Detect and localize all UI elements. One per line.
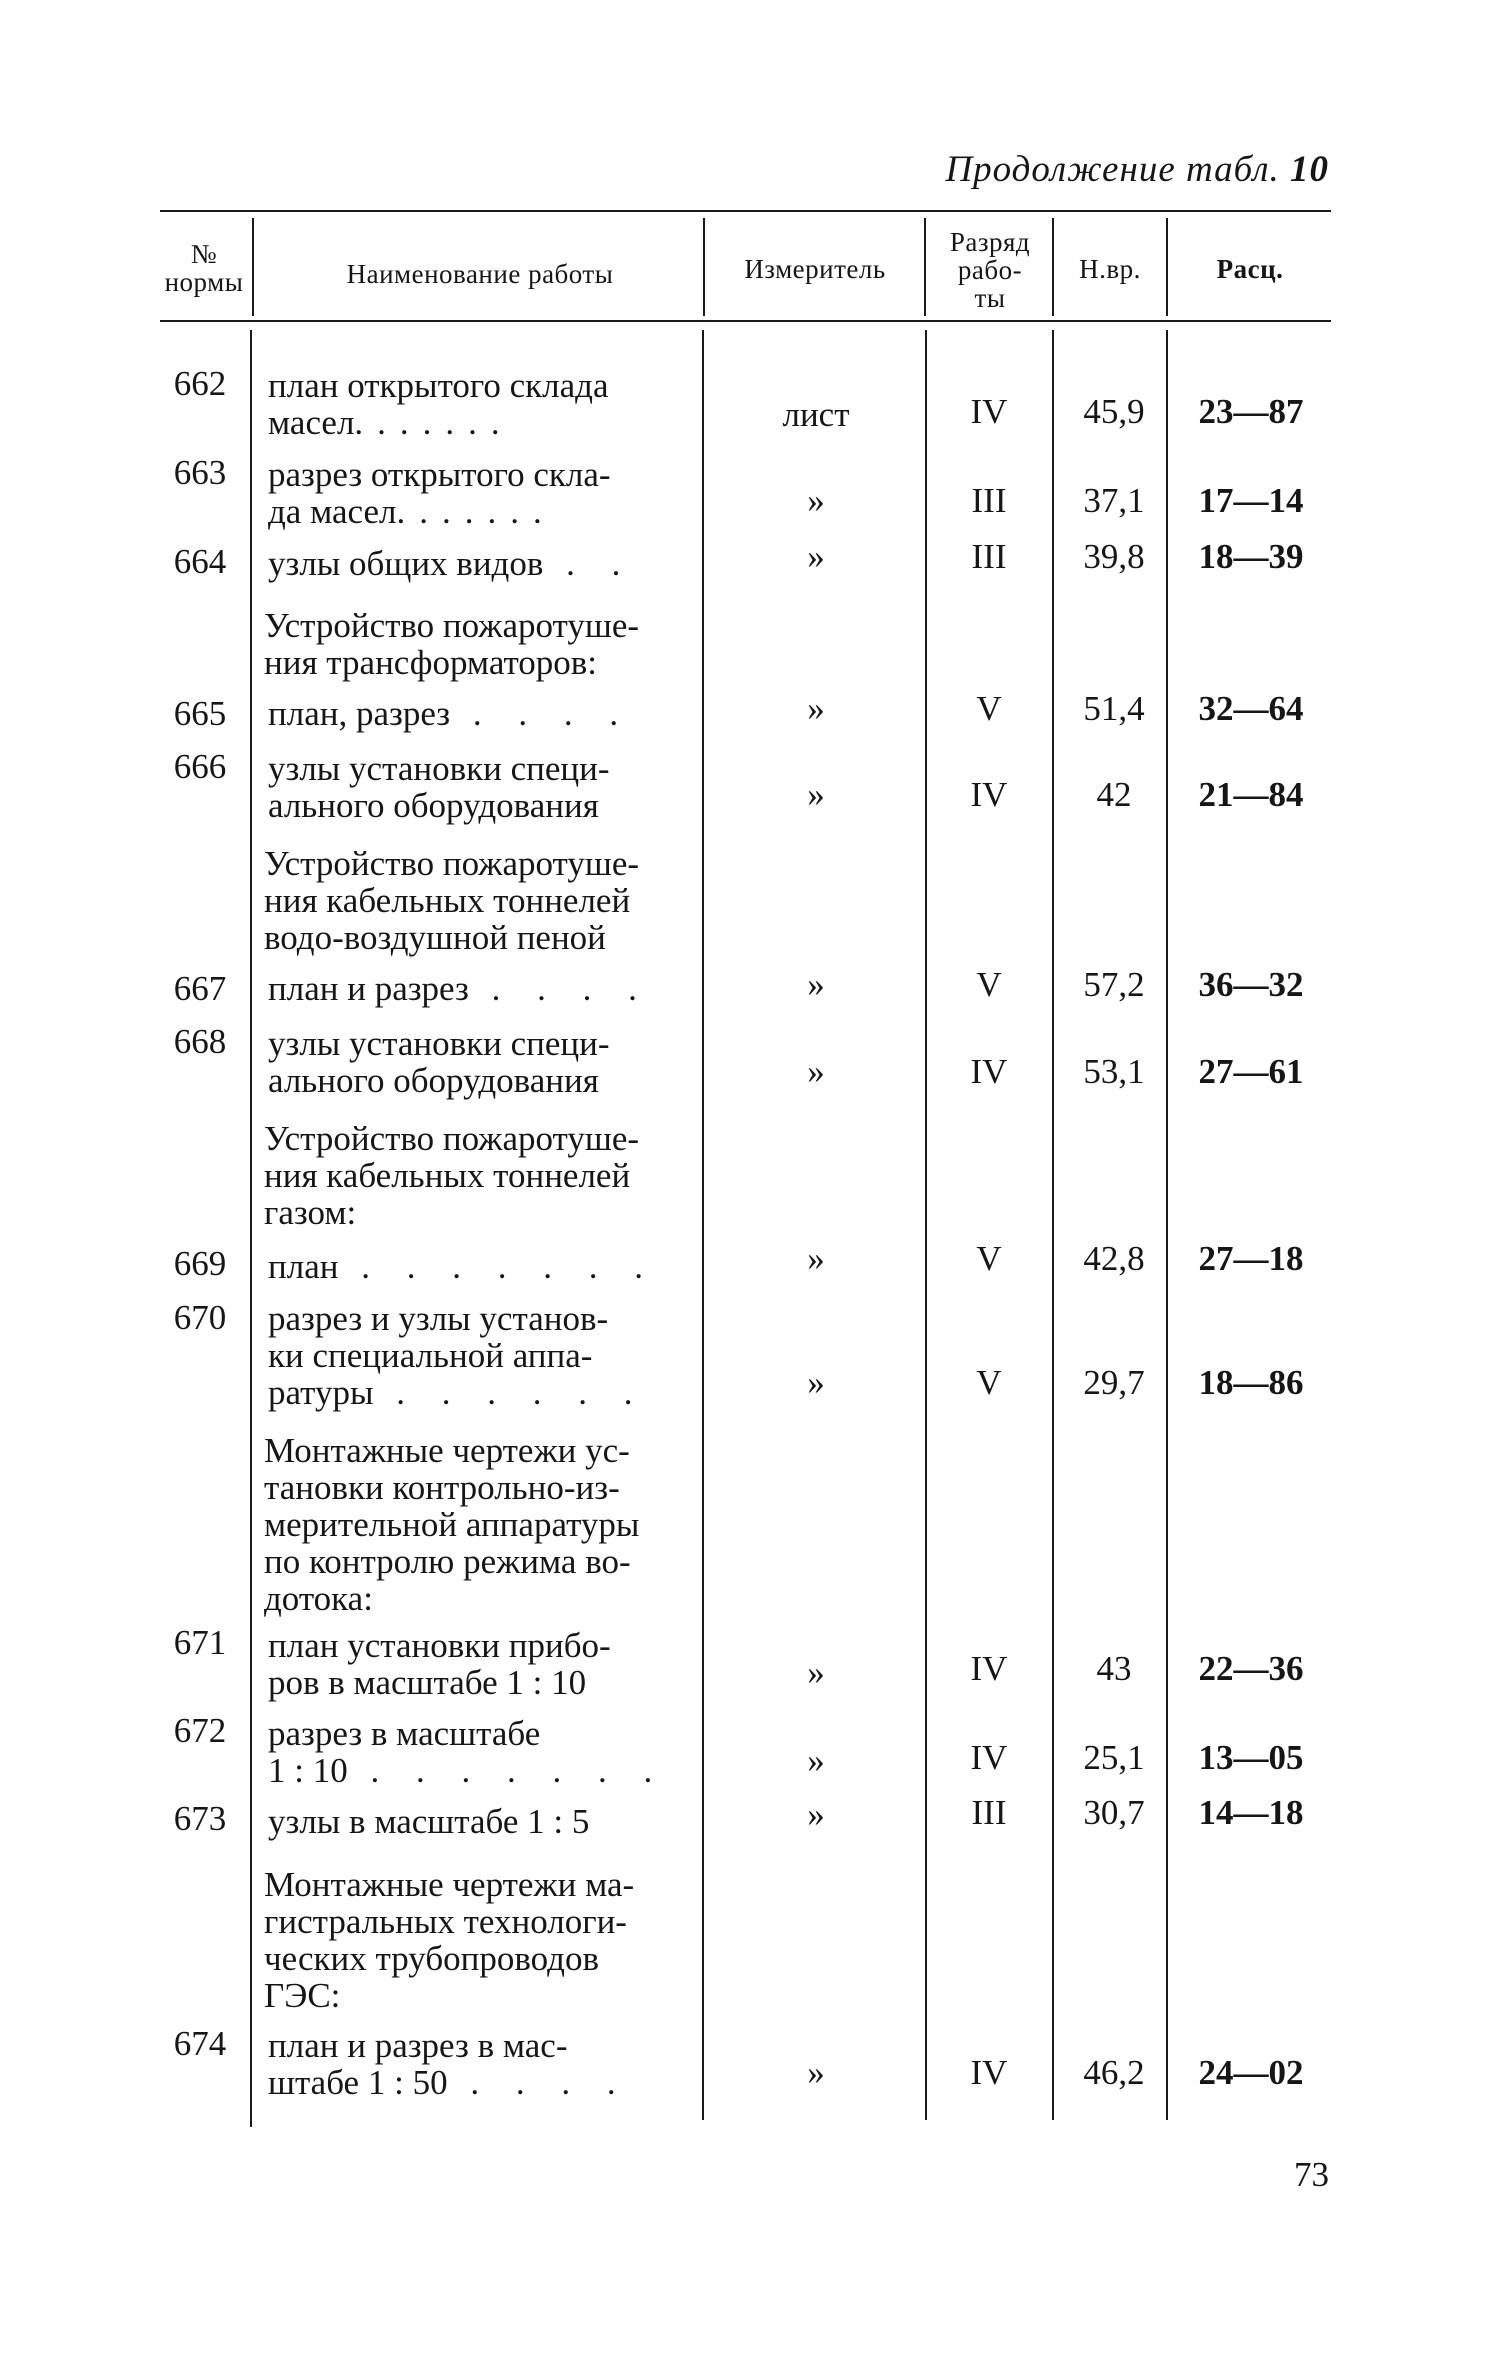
norm-hours: 30,7: [1083, 1793, 1145, 1832]
header-divider-2: [703, 218, 705, 316]
norm-number: 667: [173, 969, 227, 1008]
group-heading-line: Монтажные чертежи ус-: [264, 1431, 630, 1470]
rate-value: 27—18: [1198, 1239, 1304, 1278]
measure-ditto: »: [807, 537, 825, 576]
header-norm-no-line1: №: [190, 239, 218, 269]
table-top-rule: [160, 210, 1331, 212]
work-name-line: план открытого склада: [268, 366, 609, 405]
leader-dots: . . . . . .: [373, 1373, 647, 1412]
measure-ditto: »: [807, 1653, 825, 1692]
work-name-line: разрез и узлы установ-: [268, 1299, 609, 1338]
norm-number: 668: [173, 1022, 227, 1061]
work-name: [268, 1248, 688, 1285]
norm-hours: 43: [1096, 1649, 1132, 1688]
measure-ditto: »: [807, 1052, 825, 1091]
measure-ditto: »: [807, 1741, 825, 1780]
group-heading: [264, 1120, 688, 1231]
norm-number: 663: [173, 453, 227, 492]
norm-number: 669: [173, 1244, 227, 1283]
grade-value: V: [976, 1239, 1002, 1278]
grade-value: IV: [970, 1738, 1008, 1777]
work-name-line: план: [268, 1247, 339, 1286]
norm-hours: 42: [1096, 775, 1132, 814]
norm-number: 671: [173, 1623, 227, 1662]
measure-ditto: »: [807, 965, 825, 1004]
norm-number: 673: [173, 1799, 227, 1838]
group-heading: [264, 607, 688, 681]
work-name-line: ров в масштабе 1 : 10: [268, 1663, 587, 1702]
norm-hours: 46,2: [1083, 2053, 1145, 2092]
rate-value: 14—18: [1198, 1793, 1304, 1832]
work-name-line: масел: [268, 403, 355, 442]
work-name-line: 1 : 10: [268, 1751, 348, 1790]
body-divider-5: [1166, 330, 1168, 2120]
norm-number: 670: [173, 1298, 227, 1337]
body-divider-4: [1052, 330, 1054, 2120]
leader-dots: . . . .: [450, 694, 633, 733]
header-grade-line1: Разряд: [949, 227, 1031, 257]
header-grade-line3: ты: [974, 283, 1006, 313]
work-name: [268, 1627, 688, 1701]
header-norm-no-line2: нормы: [164, 267, 244, 297]
rate-value: 18—86: [1198, 1363, 1304, 1402]
continuation-text: Продолжение табл.: [945, 149, 1280, 190]
group-heading-line: водо-воздушной пеной: [264, 918, 606, 957]
grade-value: IV: [970, 775, 1008, 814]
work-name: [268, 367, 688, 441]
header-grade-line2: рабо-: [957, 255, 1023, 285]
work-name-line: да масел: [268, 492, 397, 531]
work-name-line: ки специальной аппа-: [268, 1336, 593, 1375]
work-name: [268, 1300, 688, 1411]
grade-value: IV: [970, 392, 1008, 431]
norm-number: 674: [173, 2024, 227, 2063]
work-name: [268, 1025, 688, 1099]
rate-value: 22—36: [1198, 1649, 1304, 1688]
work-name: [268, 545, 688, 582]
group-heading-line: ния кабельных тоннелей: [264, 1156, 631, 1195]
group-heading-line: ния кабельных тоннелей: [264, 881, 631, 920]
group-heading-line: Устройство пожаротуше-: [264, 844, 640, 883]
norm-number: 672: [173, 1711, 227, 1750]
work-name: узлы в масштабе 1 : 5: [268, 1802, 590, 1841]
rate-value: 23—87: [1198, 392, 1304, 431]
measure-ditto: »: [807, 689, 825, 728]
header-rate: Расц.: [1216, 254, 1284, 284]
grade-value: IV: [970, 2053, 1008, 2092]
leader-dots: . .: [543, 544, 635, 583]
measure-ditto: »: [807, 1363, 825, 1402]
leader-dots: . . . .: [468, 969, 651, 1008]
body-divider-1: [250, 330, 252, 2127]
group-heading-line: дотока:: [264, 1579, 373, 1618]
norm-hours: 57,2: [1083, 965, 1145, 1004]
norm-number: 666: [173, 747, 227, 786]
rate-value: 24—02: [1198, 2053, 1304, 2092]
grade-value: IV: [970, 1649, 1008, 1688]
measure-ditto: »: [807, 775, 825, 814]
work-name-line: разрез открытого скла-: [268, 455, 611, 494]
norm-hours: 37,1: [1083, 481, 1145, 520]
group-heading: [264, 1432, 688, 1617]
group-heading: [264, 1866, 688, 2014]
work-name: [268, 750, 688, 824]
work-name-line: разрез в масштабе: [268, 1714, 541, 1753]
group-heading-line: гистральных технологи-: [264, 1902, 627, 1941]
work-name-line: узлы установки специ-: [268, 749, 610, 788]
rate-value: 21—84: [1198, 775, 1304, 814]
header-norm-no: [152, 240, 256, 296]
measure-ditto: »: [807, 1795, 825, 1834]
group-heading-line: ния трансформаторов:: [264, 643, 598, 682]
work-name-line: план установки прибо-: [268, 1626, 611, 1665]
work-name: [268, 695, 688, 732]
grade-value: III: [971, 537, 1007, 576]
grade-value: IV: [970, 1052, 1008, 1091]
norm-hours: 29,7: [1083, 1363, 1145, 1402]
group-heading-line: Монтажные чертежи ма-: [264, 1865, 635, 1904]
table-continuation-label: [945, 148, 1329, 191]
work-name-line: план и разрез: [268, 969, 469, 1008]
rate-value: 18—39: [1198, 537, 1304, 576]
norm-hours: 51,4: [1083, 689, 1145, 728]
header-work-name: Наименование работы: [346, 259, 614, 289]
group-heading-line: по контролю режима во-: [264, 1542, 631, 1581]
leader-dots: . . . .: [447, 2063, 630, 2102]
leader-dots: . . . . . . .: [347, 1751, 667, 1790]
body-divider-3: [925, 330, 927, 2120]
measure-ditto: »: [807, 2053, 825, 2092]
header-measure: Измеритель: [744, 254, 886, 284]
work-name: [268, 970, 688, 1007]
work-name-line: штабе 1 : 50: [268, 2063, 448, 2102]
norm-hours: 53,1: [1083, 1052, 1145, 1091]
header-grade: [926, 228, 1054, 312]
work-name: [268, 2027, 688, 2101]
group-heading-line: ГЭС:: [264, 1976, 341, 2015]
group-heading-line: тановки контрольно-из-: [264, 1468, 620, 1507]
norm-hours: 45,9: [1083, 392, 1145, 431]
work-name-line: ального оборудования: [268, 786, 599, 825]
work-name-line: план, разрез: [268, 694, 451, 733]
measure-ditto: »: [807, 481, 825, 520]
table-number: 10: [1290, 149, 1329, 190]
group-heading-line: Устройство пожаротуше-: [264, 606, 640, 645]
grade-value: V: [976, 965, 1002, 1004]
group-heading-line: Устройство пожаротуше-: [264, 1119, 640, 1158]
grade-value: V: [976, 689, 1002, 728]
work-name-line: план и разрез в мас-: [268, 2026, 568, 2065]
rate-value: 17—14: [1198, 481, 1304, 520]
group-heading-line: мерительной аппаратуры: [264, 1505, 640, 1544]
work-name-line: ального оборудования: [268, 1061, 599, 1100]
group-heading: [264, 845, 688, 956]
body-divider-2: [702, 330, 704, 2120]
rate-value: 32—64: [1198, 689, 1304, 728]
leader-dots: . . . . . . .: [338, 1247, 657, 1286]
work-name: [268, 456, 688, 530]
norm-hours: 25,1: [1083, 1738, 1145, 1777]
header-bottom-rule: [160, 320, 1331, 322]
grade-value: III: [971, 481, 1007, 520]
header-norm-hours: Н.вр.: [1079, 254, 1141, 284]
norm-hours: 39,8: [1083, 537, 1145, 576]
grade-value: V: [976, 1363, 1002, 1402]
rate-value: 36—32: [1198, 965, 1304, 1004]
work-name-line: узлы установки специ-: [268, 1024, 610, 1063]
work-name: [268, 1715, 688, 1789]
leader-dots: .......: [354, 403, 514, 442]
norm-number: 662: [173, 364, 227, 403]
grade-value: III: [971, 1793, 1007, 1832]
norm-number: 665: [173, 694, 227, 733]
norm-number: 664: [173, 542, 227, 581]
measure-ditto: »: [807, 1239, 825, 1278]
rate-value: 27—61: [1198, 1052, 1304, 1091]
work-name-line: узлы общих видов: [268, 544, 544, 583]
rate-value: 13—05: [1198, 1738, 1304, 1777]
measure-unit: лист: [782, 395, 850, 434]
leader-dots: .......: [396, 492, 556, 531]
page-number: 73: [1294, 2155, 1329, 2194]
group-heading-line: газом:: [264, 1193, 357, 1232]
group-heading-line: ческих трубопроводов: [264, 1939, 599, 1978]
norm-hours: 42,8: [1083, 1239, 1145, 1278]
work-name-line: ратуры: [268, 1373, 374, 1412]
